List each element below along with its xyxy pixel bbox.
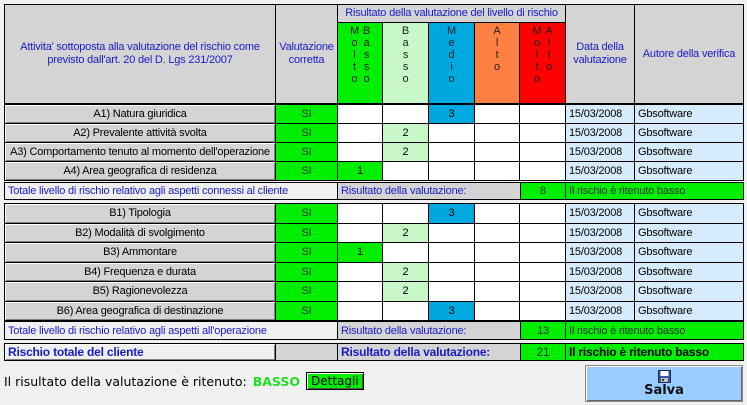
- level-header-b: [382, 22, 429, 104]
- evaluation-date-cell: 15/03/2008: [565, 301, 635, 322]
- risk-level-cell[interactable]: [428, 142, 475, 162]
- risk-level-cell[interactable]: 3: [428, 104, 475, 124]
- total-b-message-text: Il rischio è ritenuto basso: [569, 324, 686, 337]
- risk-level-cell[interactable]: [474, 242, 520, 263]
- author-header: [634, 4, 744, 104]
- risk-level-cell[interactable]: [474, 223, 520, 244]
- risk-level-cell[interactable]: [474, 142, 520, 162]
- client-total-message: [565, 343, 744, 361]
- total-a-value-text: 8: [540, 185, 546, 197]
- client-total-value-text: 21: [536, 345, 550, 359]
- save-button[interactable]: [585, 365, 743, 402]
- risk-level-cell[interactable]: [428, 223, 475, 244]
- author-cell: Gbsoftware: [634, 301, 744, 322]
- risk-level-cell[interactable]: [382, 203, 429, 224]
- evaluation-date-cell: 15/03/2008: [565, 262, 635, 283]
- risk-level-cell[interactable]: [474, 161, 520, 181]
- correct-eval-cell[interactable]: SI: [275, 123, 338, 143]
- activity-header: [4, 4, 276, 104]
- risk-level-cell[interactable]: [382, 104, 429, 124]
- activity-row-label[interactable]: B1) Tipologia: [4, 203, 276, 224]
- risk-level-cell[interactable]: [428, 281, 475, 302]
- author-cell: Gbsoftware: [634, 142, 744, 162]
- risk-level-cell[interactable]: [519, 242, 566, 263]
- correct-eval-cell[interactable]: SI: [275, 301, 338, 322]
- risk-level-cell[interactable]: [337, 223, 383, 244]
- risk-group-header: [337, 4, 566, 23]
- risk-level-cell[interactable]: [519, 281, 566, 302]
- total-a-message: [565, 182, 744, 200]
- evaluation-date-cell: 15/03/2008: [565, 123, 635, 143]
- risk-level-cell[interactable]: [382, 242, 429, 263]
- correct-eval-cell[interactable]: SI: [275, 161, 338, 181]
- risk-level-cell[interactable]: [519, 262, 566, 283]
- level-header-word: B a s s o: [401, 25, 410, 85]
- correct-eval-header: [275, 4, 338, 104]
- level-header-m: [428, 22, 475, 104]
- total-a-message-text: Il rischio è ritenuto basso: [569, 185, 686, 197]
- activity-row-label[interactable]: B4) Frequenza e durata: [4, 262, 276, 283]
- total-b-value-text: 13: [537, 324, 549, 337]
- risk-level-cell[interactable]: 2: [382, 123, 429, 143]
- author-cell: Gbsoftware: [634, 123, 744, 143]
- author-cell: Gbsoftware: [634, 242, 744, 263]
- total-a-result-label-text: Risultato della valutazione:: [341, 185, 467, 197]
- floppy-disk-icon: [658, 370, 671, 383]
- level-header-mb: [337, 22, 383, 104]
- save-button-label: Salva: [644, 382, 684, 398]
- activity-row-label[interactable]: B3) Ammontare: [4, 242, 276, 263]
- risk-level-cell[interactable]: [428, 262, 475, 283]
- level-header-word: M o l t o: [532, 25, 542, 85]
- risk-level-cell[interactable]: 2: [382, 262, 429, 283]
- activity-row-label[interactable]: B2) Modalità di svolgimento: [4, 223, 276, 244]
- activity-row-label[interactable]: A2) Prevalente attività svolta: [4, 123, 276, 143]
- correct-eval-cell[interactable]: SI: [275, 281, 338, 302]
- total-b-label: [4, 321, 338, 340]
- risk-level-cell[interactable]: [382, 161, 429, 181]
- evaluation-date-cell: 15/03/2008: [565, 203, 635, 224]
- correct-eval-cell[interactable]: SI: [275, 223, 338, 244]
- activity-row-label[interactable]: B5) Ragionevolezza: [4, 281, 276, 302]
- author-header-label: Autore della verifica: [642, 47, 736, 60]
- level-header-word: B a s s o: [362, 25, 371, 85]
- client-total-label: [4, 343, 276, 361]
- risk-level-cell[interactable]: [474, 104, 520, 124]
- evaluation-date-cell: 15/03/2008: [565, 104, 635, 124]
- details-button[interactable]: Dettagli: [306, 372, 364, 390]
- risk-level-cell[interactable]: [428, 242, 475, 263]
- author-cell: Gbsoftware: [634, 104, 744, 124]
- client-total-message-text: Il rischio è ritenuto basso: [569, 345, 709, 359]
- author-cell: Gbsoftware: [634, 281, 744, 302]
- risk-level-cell[interactable]: 3: [428, 301, 475, 322]
- risk-level-cell[interactable]: [474, 281, 520, 302]
- risk-level-cell[interactable]: [474, 203, 520, 224]
- author-cell: Gbsoftware: [634, 223, 744, 244]
- evaluation-date-cell: 15/03/2008: [565, 242, 635, 263]
- evaluation-date-cell: 15/03/2008: [565, 161, 635, 181]
- client-total-result-label-text: Risultato della valutazione:: [341, 345, 491, 359]
- risk-level-cell[interactable]: [519, 161, 566, 181]
- risk-level-cell[interactable]: [337, 203, 383, 224]
- correct-eval-cell[interactable]: SI: [275, 203, 338, 224]
- author-cell: Gbsoftware: [634, 262, 744, 283]
- risk-level-cell[interactable]: 2: [382, 142, 429, 162]
- total-a-label-text: Totale livello di rischio relativo agli aspetti connessi al cliente: [8, 185, 289, 197]
- date-header-label: Data della valutazione: [573, 41, 627, 66]
- risk-level-cell[interactable]: [474, 262, 520, 283]
- result-value-badge: BASSO: [252, 373, 300, 389]
- total-a-label: [4, 182, 338, 200]
- level-header-ma: [519, 22, 566, 104]
- risk-level-cell[interactable]: [519, 223, 566, 244]
- date-header: [565, 4, 635, 104]
- risk-level-cell[interactable]: [474, 301, 520, 322]
- correct-eval-cell[interactable]: SI: [275, 104, 338, 124]
- correct-eval-header-label: Valutazione corretta: [279, 41, 334, 66]
- level-header-word: M o l t o: [349, 25, 359, 85]
- activity-row-label[interactable]: A3) Comportamento tenuto al momento dell'operazione: [4, 142, 276, 162]
- risk-level-cell[interactable]: 1: [337, 242, 383, 263]
- evaluation-date-cell: 15/03/2008: [565, 223, 635, 244]
- risk-level-cell[interactable]: [519, 203, 566, 224]
- risk-level-cell[interactable]: [337, 142, 383, 162]
- level-header-word: M e d i o: [447, 25, 456, 85]
- activity-row-label[interactable]: B6) Area geografica di destinazione: [4, 301, 276, 322]
- client-total-label-text: Rischio totale del cliente: [8, 345, 144, 359]
- risk-level-cell[interactable]: [519, 301, 566, 322]
- risk-level-cell[interactable]: [474, 123, 520, 143]
- activity-row-label[interactable]: A4) Area geografica di residenza: [4, 161, 276, 181]
- activity-header-label: Attivita' sottoposta alla valutazione del rischio come previsto dall'art. 20 del D. Lgs 231/2007: [20, 41, 260, 66]
- total-b-value: [520, 321, 566, 340]
- total-b-result-label-text: Risultato della valutazione:: [341, 324, 467, 337]
- risk-level-cell[interactable]: [337, 104, 383, 124]
- risk-level-cell[interactable]: 1: [337, 161, 383, 181]
- author-cell: Gbsoftware: [634, 203, 744, 224]
- total-b-message: [565, 321, 744, 340]
- correct-eval-cell[interactable]: SI: [275, 262, 338, 283]
- level-header-a: [474, 22, 520, 104]
- risk-group-header-label: Risultato della valutazione del livello di rischio: [345, 7, 558, 19]
- risk-level-cell[interactable]: [337, 281, 383, 302]
- client-total-result-label: [337, 343, 521, 361]
- evaluation-date-cell: 15/03/2008: [565, 281, 635, 302]
- risk-level-cell[interactable]: [382, 301, 429, 322]
- risk-level-cell[interactable]: [337, 123, 383, 143]
- total-a-result-label: [337, 182, 521, 200]
- risk-level-cell[interactable]: 3: [428, 203, 475, 224]
- client-total-spacer: [275, 343, 338, 361]
- result-summary: [4, 371, 364, 391]
- risk-level-cell[interactable]: [428, 161, 475, 181]
- evaluation-date-cell: 15/03/2008: [565, 142, 635, 162]
- level-header-word: A l t o: [545, 25, 553, 73]
- total-a-value: [520, 182, 566, 200]
- correct-eval-cell[interactable]: SI: [275, 142, 338, 162]
- result-summary-text: Il risultato della valutazione è ritenuto:: [4, 373, 247, 389]
- risk-level-cell[interactable]: [519, 142, 566, 162]
- activity-row-label[interactable]: A1) Natura giuridica: [4, 104, 276, 124]
- risk-level-cell[interactable]: 2: [382, 223, 429, 244]
- correct-eval-cell[interactable]: SI: [275, 242, 338, 263]
- risk-level-cell[interactable]: 2: [382, 281, 429, 302]
- client-total-value: [520, 343, 566, 361]
- total-b-label-text: Totale livello di rischio relativo agli aspetti all'operazione: [8, 324, 267, 337]
- level-header-word: A l t o: [493, 25, 501, 73]
- total-b-result-label: [337, 321, 521, 340]
- risk-level-cell[interactable]: [337, 262, 383, 283]
- risk-level-cell[interactable]: [337, 301, 383, 322]
- risk-level-cell[interactable]: [519, 104, 566, 124]
- risk-level-cell[interactable]: [519, 123, 566, 143]
- author-cell: Gbsoftware: [634, 161, 744, 181]
- risk-level-cell[interactable]: [428, 123, 475, 143]
